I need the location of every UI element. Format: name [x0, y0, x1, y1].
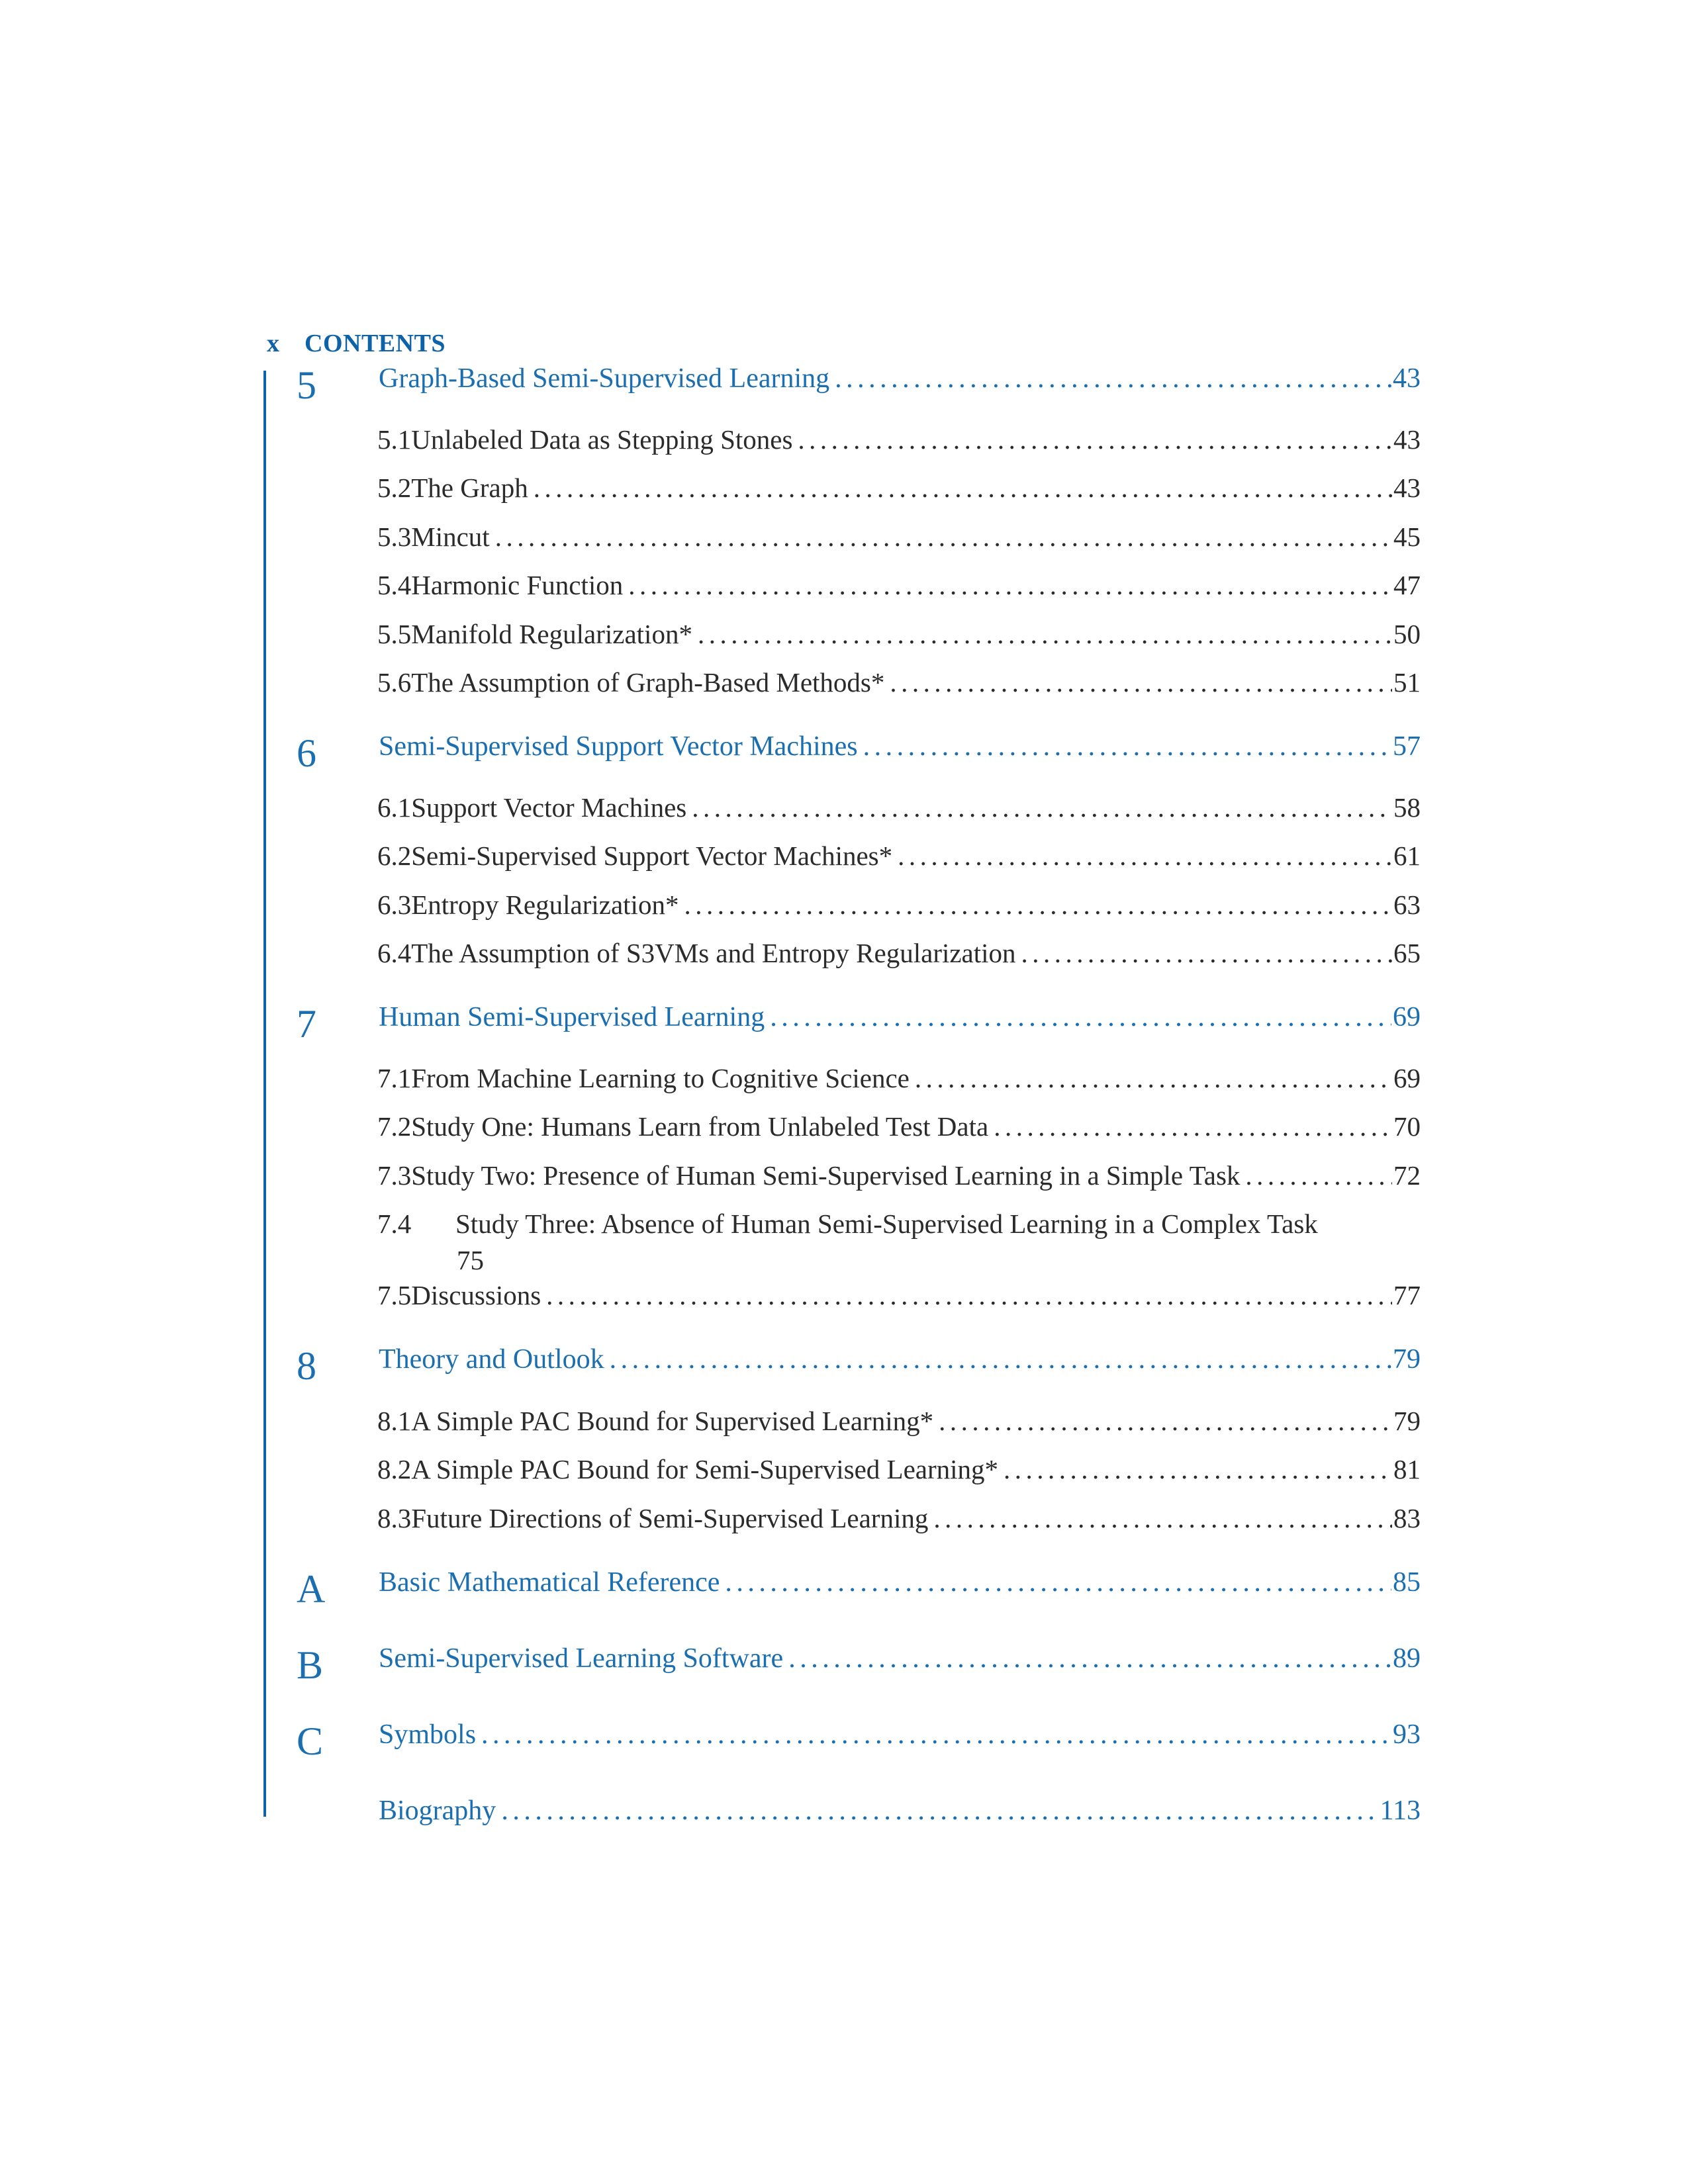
- toc-section-7-1[interactable]: [379, 1062, 1421, 1094]
- page-number: 70: [1393, 1111, 1421, 1142]
- dot-leader: [910, 1062, 1392, 1094]
- section-title: Study One: Humans Learn from Unlabeled Test Data: [411, 1111, 989, 1142]
- dot-leader: [490, 521, 1392, 553]
- section-number: 5.5: [377, 619, 412, 649]
- section-title: Unlabeled Data as Stepping Stones: [411, 424, 793, 455]
- section-7-4-page-number: 75: [457, 1245, 484, 1275]
- page-number: 81: [1393, 1454, 1421, 1484]
- dot-leader: [783, 1643, 1391, 1674]
- dot-leader: [541, 1279, 1392, 1311]
- section-title: Semi-Supervised Support Vector Machines*: [411, 841, 893, 871]
- page-number: 43: [1393, 473, 1421, 503]
- dot-leader: [884, 666, 1392, 698]
- toc-section-5-1[interactable]: [379, 424, 1421, 455]
- chapter-title: Symbols: [379, 1719, 477, 1750]
- dot-leader: [998, 1453, 1392, 1485]
- section-title: The Graph: [411, 473, 528, 503]
- section-title: Study Two: Presence of Human Semi-Supervised Learning in a Simple Task: [411, 1160, 1241, 1191]
- chapter-number: 8: [297, 1344, 316, 1388]
- section-title: A Simple PAC Bound for Semi-Supervised Learning*: [411, 1454, 999, 1484]
- chapter-number: A: [297, 1567, 326, 1611]
- toc-section-5-2[interactable]: [379, 472, 1421, 504]
- page-number: 79: [1393, 1344, 1421, 1375]
- section-title: Support Vector Machines: [411, 792, 687, 823]
- toc-section-8-3[interactable]: [379, 1502, 1421, 1534]
- section-number: 7.2: [377, 1111, 412, 1142]
- section-number: 6.3: [377, 889, 412, 920]
- page-number: 51: [1393, 667, 1421, 698]
- dot-leader: [604, 1343, 1391, 1375]
- section-number: 8.2: [377, 1454, 412, 1484]
- page-number: 57: [1393, 731, 1421, 762]
- toc-appendix-c[interactable]: [297, 1719, 1421, 1763]
- dot-leader: [528, 472, 1392, 504]
- page-number: 79: [1393, 1406, 1421, 1436]
- page-number: 69: [1393, 1063, 1421, 1093]
- toc-section-7-2[interactable]: [379, 1111, 1421, 1142]
- page-number: 89: [1393, 1643, 1421, 1674]
- section-number: 5.4: [377, 570, 412, 600]
- toc-section-7-3[interactable]: [379, 1160, 1421, 1191]
- page-number: 93: [1393, 1719, 1421, 1750]
- section-number: 5.3: [377, 522, 412, 552]
- dot-leader: [858, 731, 1391, 762]
- dot-leader: [476, 1719, 1391, 1751]
- chapter-number: C: [297, 1719, 324, 1763]
- page-number: 47: [1393, 570, 1421, 600]
- toc-chapter-5[interactable]: [297, 363, 1421, 407]
- toc-section-6-3[interactable]: [379, 889, 1421, 921]
- dot-leader: [988, 1111, 1392, 1142]
- dot-leader: [892, 840, 1392, 872]
- header-label: CONTENTS: [305, 330, 446, 357]
- running-header: [267, 329, 445, 358]
- section-number: 6.1: [377, 792, 412, 823]
- page-number: 43: [1393, 363, 1421, 394]
- section-number: 6.2: [377, 841, 412, 871]
- section-title: The Assumption of Graph-Based Methods*: [411, 667, 885, 698]
- toc-chapter-7[interactable]: [297, 1001, 1421, 1046]
- toc-section-8-1[interactable]: [379, 1405, 1421, 1437]
- page-number: 43: [1393, 424, 1421, 455]
- page-number: 72: [1393, 1160, 1421, 1191]
- toc-section-7-5[interactable]: [379, 1279, 1421, 1311]
- section-title: Harmonic Function: [411, 570, 624, 600]
- dot-leader: [686, 792, 1392, 823]
- toc-appendix-a[interactable]: [297, 1567, 1421, 1611]
- page-number: 85: [1393, 1567, 1421, 1598]
- section-title: Entropy Regularization*: [411, 889, 679, 920]
- toc-section-5-6[interactable]: [379, 666, 1421, 698]
- page-number: 63: [1393, 889, 1421, 920]
- toc-biography[interactable]: [379, 1795, 1421, 1827]
- dot-leader: [928, 1502, 1392, 1534]
- dot-leader: [829, 363, 1391, 394]
- section-title: Discussions: [411, 1280, 541, 1310]
- toc-section-5-4[interactable]: [379, 569, 1421, 601]
- chapter-title: Biography: [379, 1796, 496, 1826]
- section-title: Study Three: Absence of Human Semi-Supervised Learning in a Complex Task: [455, 1208, 1318, 1239]
- section-number: 7.3: [377, 1160, 412, 1191]
- toc-section-7-4[interactable]: [379, 1208, 1421, 1240]
- page-number: 65: [1393, 938, 1421, 968]
- toc-chapter-8[interactable]: [297, 1343, 1421, 1388]
- section-title: A Simple PAC Bound for Supervised Learning*: [411, 1406, 934, 1436]
- page-number: 83: [1393, 1503, 1421, 1533]
- dot-leader: [720, 1567, 1391, 1598]
- section-number: 5.6: [377, 667, 412, 698]
- chapter-title: Basic Mathematical Reference: [379, 1567, 720, 1598]
- toc-section-6-2[interactable]: [379, 840, 1421, 872]
- toc-appendix-b[interactable]: [297, 1643, 1421, 1687]
- toc-section-8-2[interactable]: [379, 1453, 1421, 1485]
- section-title: Future Directions of Semi-Supervised Learning: [411, 1503, 929, 1533]
- dot-leader: [933, 1405, 1392, 1437]
- chapter-title: Human Semi-Supervised Learning: [379, 1002, 765, 1032]
- section-number: 8.3: [377, 1503, 412, 1533]
- dot-leader: [679, 889, 1392, 921]
- section-number: 5.1: [377, 424, 412, 455]
- section-title: The Assumption of S3VMs and Entropy Regularization: [411, 938, 1016, 968]
- page-number: 69: [1393, 1002, 1421, 1032]
- chapter-number: B: [297, 1643, 324, 1687]
- header-page-number: x: [267, 330, 280, 357]
- toc-section-6-1[interactable]: [379, 792, 1421, 823]
- dot-leader: [1240, 1160, 1392, 1191]
- dot-leader: [792, 424, 1392, 455]
- section-title: Manifold Regularization*: [411, 619, 692, 649]
- section-number: 5.2: [377, 473, 412, 503]
- toc-section-5-3[interactable]: [379, 521, 1421, 553]
- chapter-number: 5: [297, 363, 316, 407]
- chapter-title: Theory and Outlook: [379, 1344, 604, 1375]
- page-number: 113: [1380, 1796, 1421, 1826]
- section-number: 7.5: [377, 1280, 412, 1310]
- dot-leader: [496, 1795, 1378, 1827]
- toc-section-6-4[interactable]: [379, 937, 1421, 969]
- section-title: From Machine Learning to Cognitive Science: [411, 1063, 910, 1093]
- chapter-title: Semi-Supervised Learning Software: [379, 1643, 784, 1674]
- page-number: 58: [1393, 792, 1421, 823]
- page-number: 50: [1393, 619, 1421, 649]
- page-number: 77: [1393, 1280, 1421, 1310]
- chapter-title: Graph-Based Semi-Supervised Learning: [379, 363, 830, 394]
- dot-leader: [623, 569, 1392, 601]
- chapter-number: 7: [297, 1002, 316, 1046]
- toc-section-5-5[interactable]: [379, 618, 1421, 650]
- chapter-number: 6: [297, 731, 316, 775]
- toc-chapter-6[interactable]: [297, 731, 1421, 775]
- page-number: 61: [1393, 841, 1421, 871]
- section-number: 7.4: [377, 1208, 412, 1239]
- section-number: 6.4: [377, 938, 412, 968]
- margin-rule: [263, 371, 266, 1817]
- dot-leader: [1016, 937, 1392, 969]
- dot-leader: [692, 618, 1392, 650]
- page-number: 45: [1393, 522, 1421, 552]
- chapter-title: Semi-Supervised Support Vector Machines: [379, 731, 858, 762]
- section-number: 7.1: [377, 1063, 412, 1093]
- dot-leader: [765, 1001, 1391, 1033]
- section-title: Mincut: [411, 522, 490, 552]
- section-number: 8.1: [377, 1406, 412, 1436]
